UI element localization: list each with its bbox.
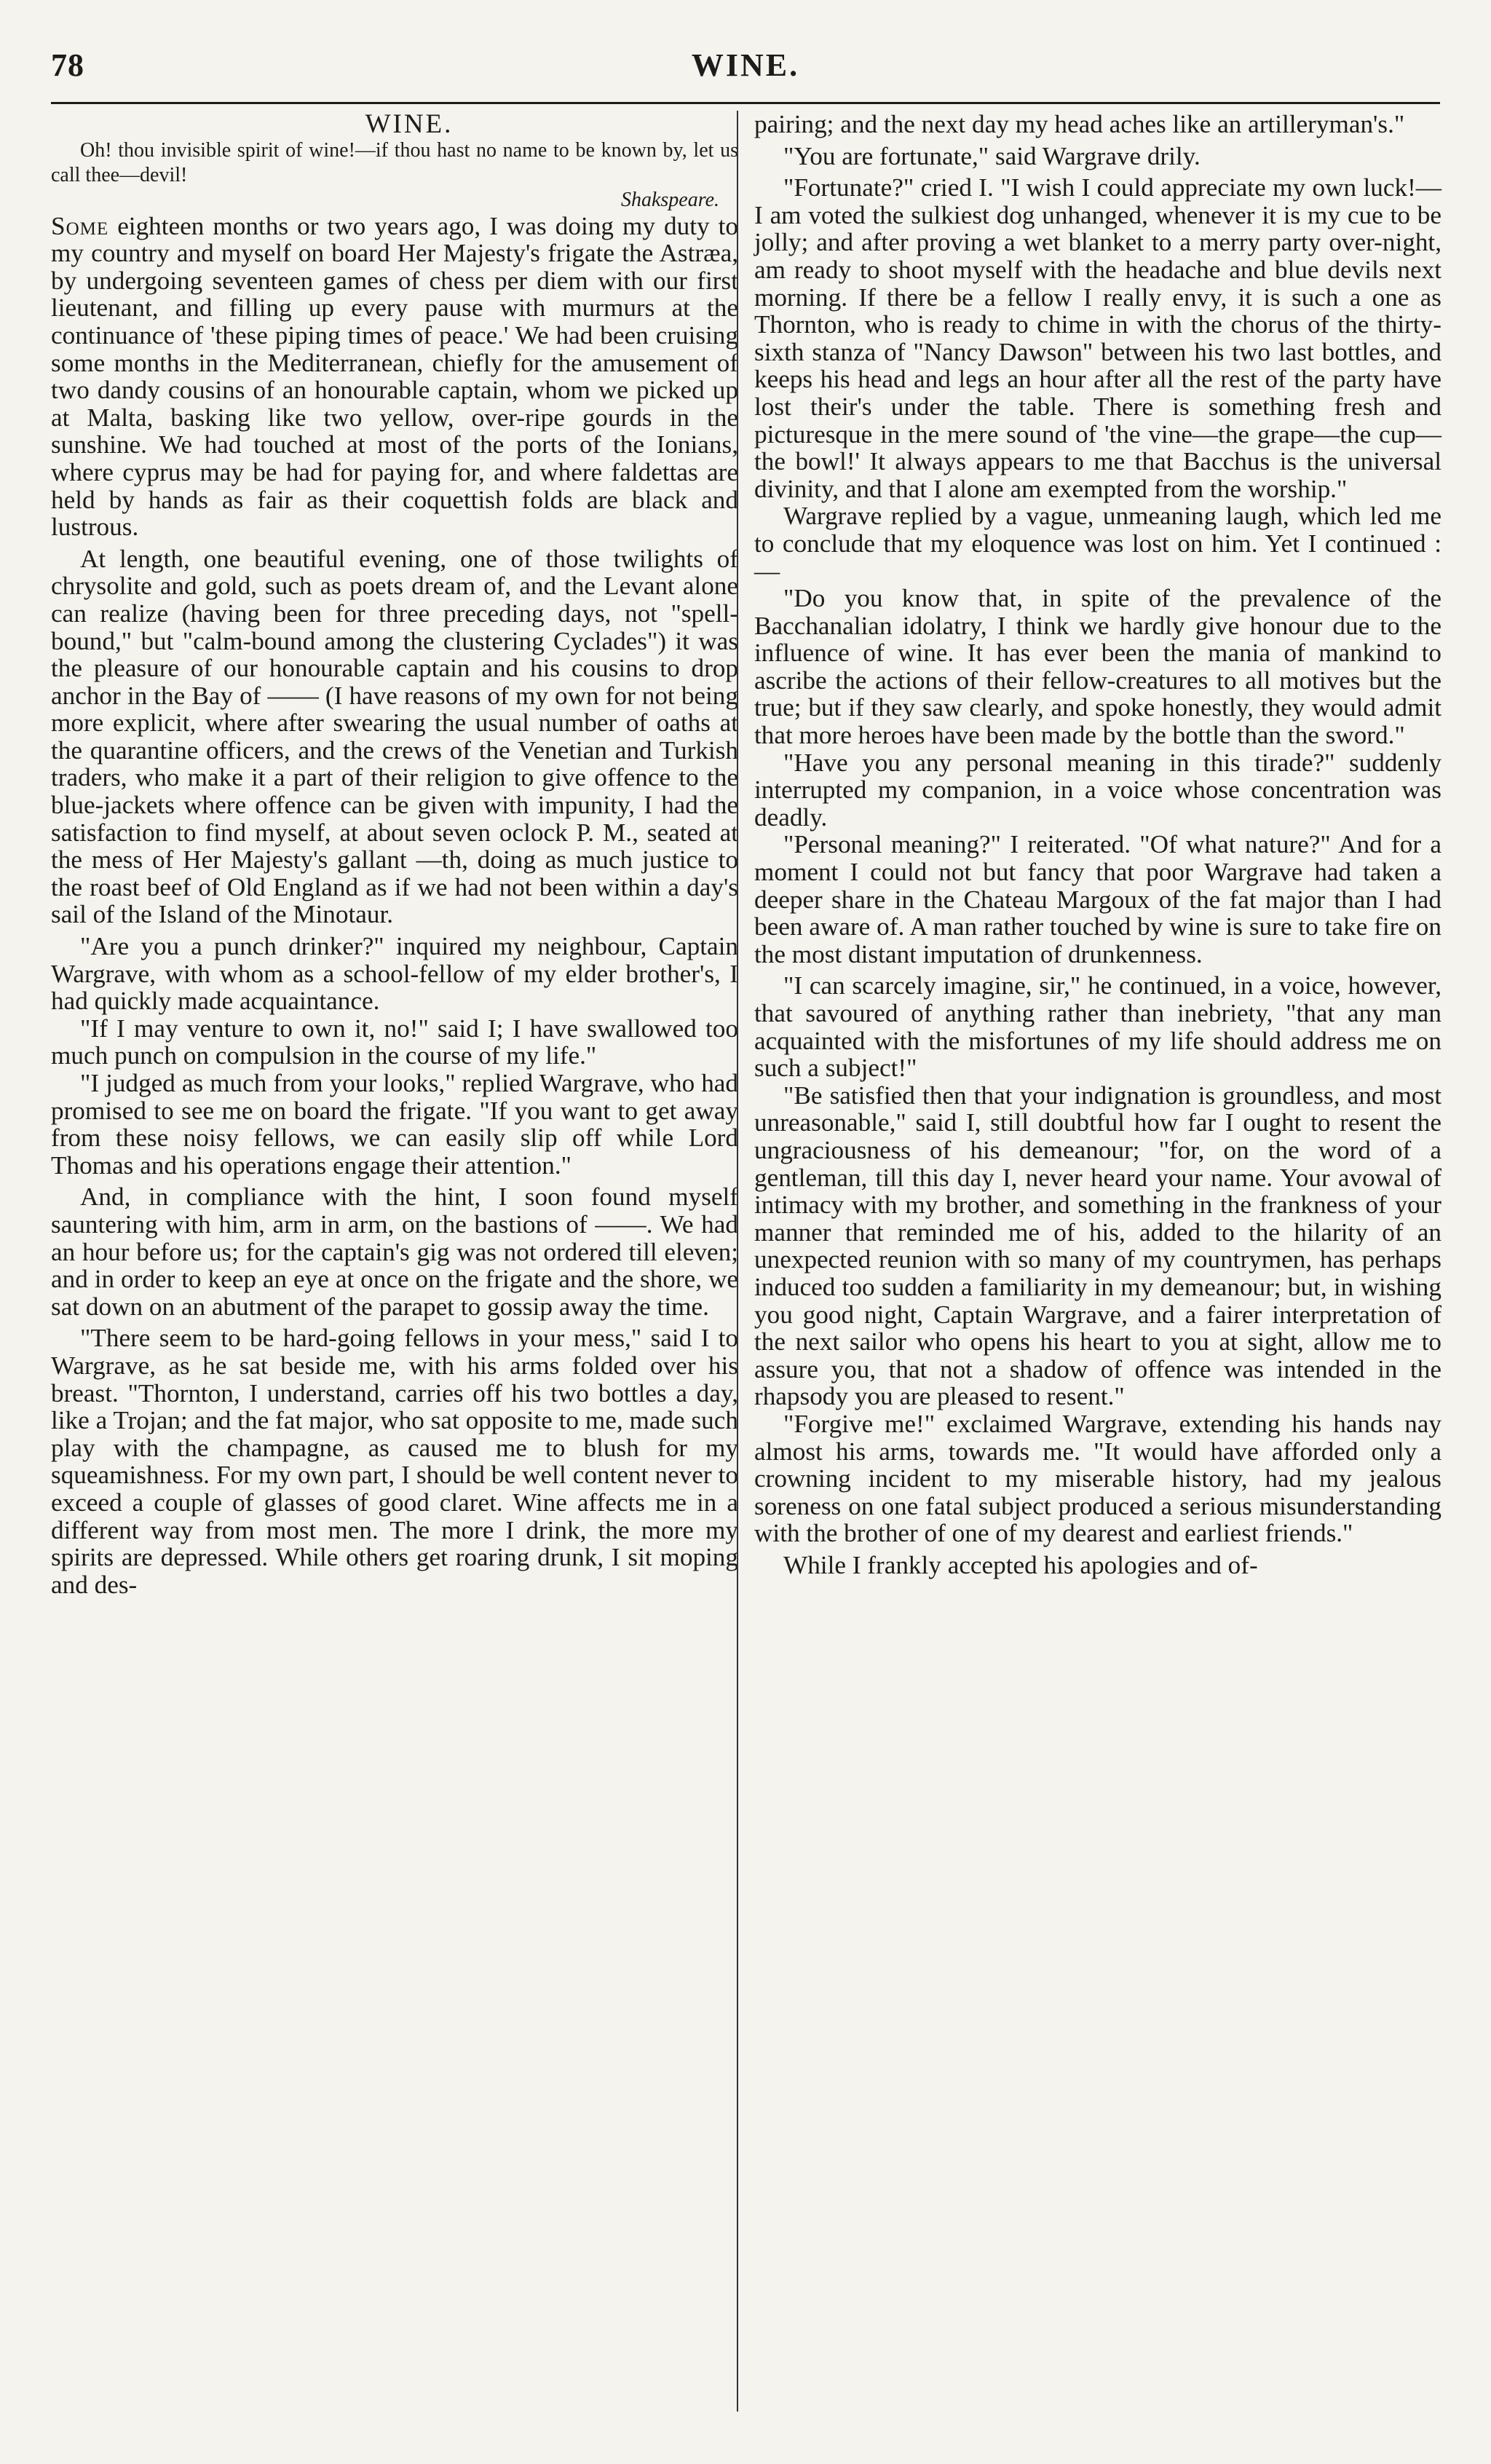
paragraph: And, in compliance with the hint, I soon found myself sauntering with him, arm in arm, on the bastions of ——. We had an hour before us; for the captain's gig was not ordered till eleven; and in order to keep an eye at once on the frigate and the shore, we sat down on an abutment of the parapet to gossip away the time. [51,1182,738,1321]
paragraph: "Are you a punch drinker?" inquired my neighbour, Captain Wargrave, with whom as a school-fellow of my elder brother's, I had quickly made acquaintance. [51,932,738,1016]
epigraph-attribution: Shakspeare. [620,188,719,211]
running-title: WINE. [691,47,800,83]
paragraph: "If I may venture to own it, no!" said I; I have swallowed too much punch on compulsion in the course of my life." [51,1014,738,1070]
paragraph: "Do you know that, in spite of the prevalence of the Bacchanalian idolatry, I think we hardly give honour due to the influence of wine. It has ever been the mania of mankind to ascribe the actions of their fellow-creatures to all motives but the true; but if they saw clearly, and spoke honestly, they would admit that more heroes have been made by the bottle than the sword." [754,584,1441,750]
paragraph: "There seem to be hard-going fellows in your mess," said I to Wargrave, as he sat beside me, with his arms folded over his breast. "Thornton, I understand, carries off his two bottles a day, like a Trojan; and the fat major, who sat opposite to me, made such play with the champagne, as caused me to blush for my squeamishness. For my own part, I should be well content never to exceed a couple of glasses of good claret. Wine affects me in a different way from most men. The more I drink, the more my spirits are depressed. While others get roaring drunk, I sit moping and des- [51,1324,738,1599]
epigraph: Oh! thou invisible spirit of wine!—if thou hast no name to be known by, let us call thee—devil! [51,138,738,186]
opening-word: Some [51,211,109,240]
right-column [754,111,1441,1579]
paragraph: "Fortunate?" cried I. "I wish I could appreciate my own luck!—I am voted the sulkiest dog unhanged, whenever it is my cue to be jolly; and after proving a wet blanket to a merry party over-night, am ready to shoot myself with the headache and blue devils next morning. If there be a fellow I really envy, it is such a one as Thornton, who is ready to chime in with the chorus of the thirty-sixth stanza of "Nancy Dawson" between his two last bottles, and keeps his head and legs an hour after all the rest of the party have lost their's under the table. There is something fresh and picturesque in the mere sound of 'the vine—the grape—the cup—the bowl!' It always appears to me that Bacchus is the universal divinity, and that I alone am exempted from the worship." [754,173,1441,503]
paragraph: At length, one beautiful evening, one of those twilights of chrysolite and gold, such as poets dream of, and the Levant alone can realize (having been for three preceding days, not "spell-bound," but "calm-bound among the clustering Cyclades") it was the pleasure of our honourable captain and his cousins to drop anchor in the Bay of —— (I have reasons of my own for not being more explicit, where after swearing the usual number of oaths at the quarantine officers, and the crews of the Venetian and Turkish traders, who make it a part of their religion to give offence to the blue-jackets where offence can be given with impunity, I had the satisfaction to find myself, at about seven oclock P. M., seated at the mess of Her Majesty's gallant —th, doing as much justice to the roast beef of Old England as if we had not been within a day's sail of the Island of the Minotaur. [51,544,738,929]
paragraph: "Have you any personal meaning in this tirade?" suddenly interrupted my companion, in a voice whose concentration was deadly. [754,748,1441,832]
paragraph: "Personal meaning?" I reiterated. "Of what nature?" And for a moment I could not but fancy that poor Wargrave had taken a deeper share in the Chateau Margoux of the fat major than I had been aware of. A man rather touched by wine is sure to take fire on the most distant imputation of drunkenness. [754,830,1441,968]
running-head [51,47,1440,93]
paragraph: Wargrave replied by a vague, unmeaning laugh, which led me to conclude that my eloquence was lost on him. Yet I continued :— [754,502,1441,585]
page-number: 78 [51,47,84,83]
paragraph [51,213,738,541]
paragraph: "Forgive me!" exclaimed Wargrave, extending his hands nay almost his arms, towards me. "It would have afforded only a crowning incident to my miserable history, had my jealous soreness on one fatal subject produced a serious misunderstanding with the brother of one of my dearest and earliest friends." [754,1409,1441,1548]
paragraph: "I can scarcely imagine, sir," he continued, in a voice, however, that savoured of anything rather than inebriety, "that any man acquainted with the misfortunes of my life should address me on such a subject!" [754,971,1441,1083]
paragraph: "You are fortunate," said Wargrave drily. [783,141,1201,170]
article-title: WINE. [365,109,454,139]
left-column [51,111,738,1598]
paragraph: pairing; and the next day my head aches like an artilleryman's." [754,110,1405,138]
paragraph: "I judged as much from your looks," replied Wargrave, who had promised to see me on board the frigate. "If you want to get away from these noisy fellows, we can easily slip off while Lord Thomas and his operations engage their attention." [51,1069,738,1180]
paragraph-text: eighteen months or two years ago, I was doing my duty to my country and myself on board Her Majesty's frigate the Astræa, by undergoing seventeen games of chess per diem with our first lieutenant, and filling up every pause with murmurs at the continuance of 'these piping times of peace.' We had been cruising some months in the Mediterranean, chiefly for the amusement of two dandy cousins of an honourable captain, whom we picked up at Malta, basking like two yellow, over-ripe gourds in the sunshine. We had touched at most of the ports of the Ionians, where cyprus may be had for paying for, and where faldettas are held by hands as fair as their coquettish folds are black and lustrous. [51,211,739,542]
header-rule [51,102,1440,104]
column-divider [737,111,738,2412]
paragraph: "Be satisfied then that your indignation is groundless, and most unreasonable," said I, still doubtful how far I ought to resent the ungraciousness of his demeanour; "for, on the word of a gentleman, till this day I, never heard your name. Your avowal of intimacy with my brother, and something in the frankness of your manner that reminded me of his, added to the hilarity of an unexpected reunion with so many of my countrymen, has perhaps induced too sudden a familiarity in my demeanour; but, in wishing you good night, Captain Wargrave, and a fairer interpretation of the next sailor who opens his heart to you at sight, allow me to assure you, that not a shadow of offence was intended in the rhapsody you are pleased to resent." [754,1081,1441,1411]
paragraph: While I frankly accepted his apologies and of- [783,1550,1258,1579]
